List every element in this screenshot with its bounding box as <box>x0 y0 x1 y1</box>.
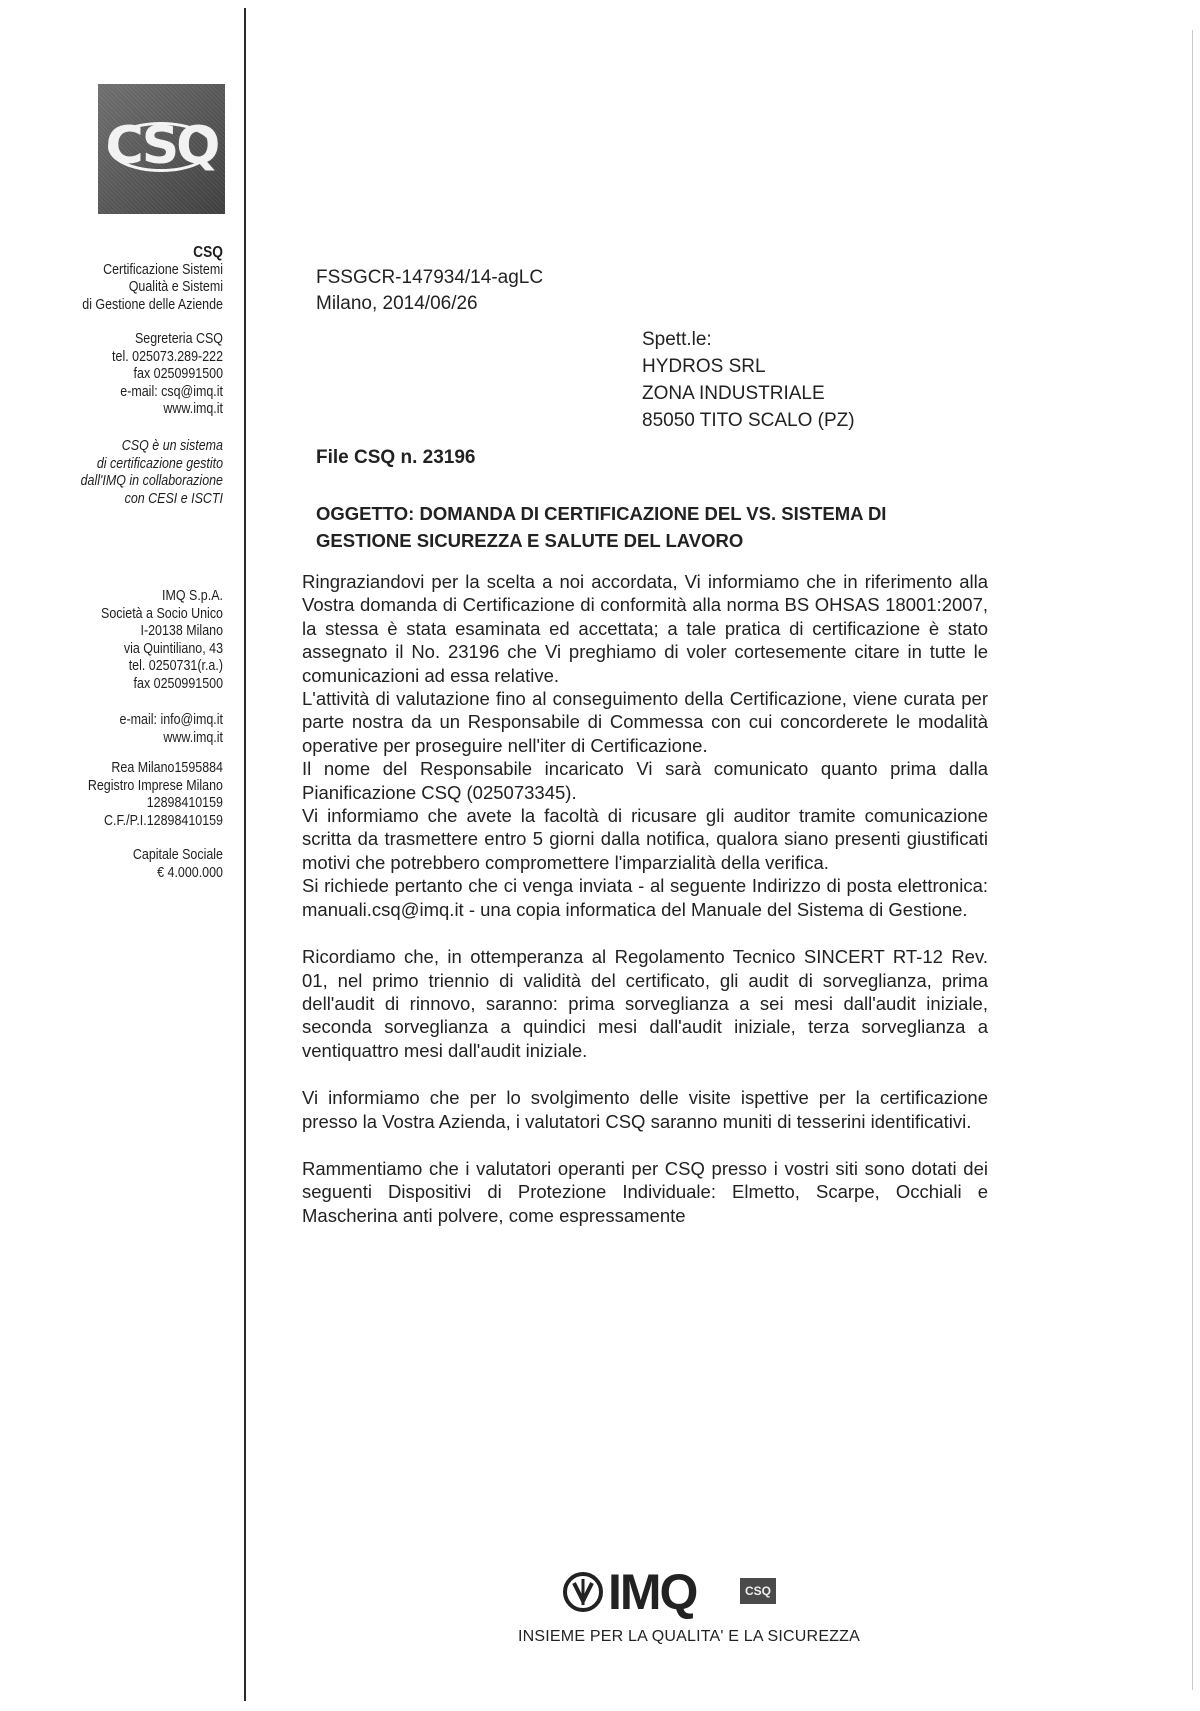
sidebar-org-line: Certificazione Sistemi <box>103 261 223 278</box>
sidebar-website: www.imq.it <box>163 401 223 417</box>
sidebar-contacts-block <box>60 712 223 747</box>
letter-reference: FSSGCR-147934/14-agLC <box>316 267 544 288</box>
csq-badge: CSQ <box>740 1578 776 1604</box>
scan-edge-line <box>1192 30 1193 1690</box>
sidebar-registry-line: Rea Milano1595884 <box>111 760 223 776</box>
sidebar-company-line: tel. 0250731(r.a.) <box>128 658 223 674</box>
sidebar-about-line: dall'IMQ in collaborazione <box>80 473 223 489</box>
body-paragraph: Si richiede pertanto che ci venga inviata - al seguente Indirizzo di posta elettronica: manuali.csq@imq.it - una copia informatica del Manuale del Sistema di Gestione. <box>302 875 988 920</box>
logo-text: CSQ <box>105 116 218 176</box>
recipient-company: HYDROS SRL <box>642 356 766 377</box>
sidebar-capital-label: Capitale Sociale <box>132 847 223 863</box>
letter-date: Milano, 2014/06/26 <box>316 293 478 314</box>
sidebar-org-line: Qualità e Sistemi <box>128 279 223 295</box>
sidebar-org-name: CSQ <box>193 244 223 261</box>
sidebar-email: e-mail: csq@imq.it <box>120 383 223 400</box>
imq-footer-logo <box>562 1566 780 1618</box>
sidebar-secretariat-line: fax 0250991500 <box>133 366 223 382</box>
letter-body <box>302 570 988 1227</box>
sidebar-registry-block <box>60 760 223 830</box>
sidebar-registry-line: 12898410159 <box>146 795 223 811</box>
sidebar-registry-line: C.F./P.I.12898410159 <box>103 812 223 829</box>
body-paragraph: Ringraziandovi per la scelta a noi accordata, Vi informiamo che in riferimento alla Vostra domanda di Certificazione di conformità alla norma BS OHSAS 18001:2007, la stessa è stata esaminata ed accettata; a tale pratica di certificazione è stato assegnato il No. 23196 che Vi preghiamo di voler cortesemente citare in tutte le comunicazioni ad essa relative. <box>302 571 988 686</box>
body-paragraph: L'attività di valutazione fino al conseguimento della Certificazione, viene curata per parte nostra da un Responsabile di Commessa con cui concorderete le modalità operative per proseguire nell'iter di Certificazione. <box>302 688 988 756</box>
sidebar-about-line: di certificazione gestito <box>96 455 223 472</box>
recipient-salutation: Spett.le: <box>642 329 712 350</box>
recipient-city: 85050 TITO SCALO (PZ) <box>642 410 855 431</box>
body-paragraph: Il nome del Responsabile incaricato Vi sarà comunicato quanto prima dalla Pianificazione CSQ (025073345). <box>302 758 988 803</box>
body-paragraph: Rammentiamo che i valutatori operanti per CSQ presso i vostri siti sono dotati dei seguenti Dispositivi di Protezione Individuale: Elmetto, Scarpe, Occhiali e Mascherina anti polvere, come espressamente <box>302 1157 988 1226</box>
sidebar-company-line: via Quintiliano, 43 <box>123 640 223 657</box>
sidebar-contact-website: www.imq.it <box>163 729 223 746</box>
file-reference: File CSQ n. 23196 <box>316 447 476 468</box>
sidebar-org-line: di Gestione delle Aziende <box>82 296 223 313</box>
sidebar-secretariat-block <box>60 331 223 419</box>
letter-subject <box>316 500 916 554</box>
sidebar-company-line: IMQ S.p.A. <box>162 588 223 604</box>
sidebar-org-block <box>60 244 223 314</box>
sidebar-capital-block <box>60 847 223 882</box>
sidebar-company-line: fax 0250991500 <box>133 675 223 692</box>
body-paragraph: Vi informiamo che avete la facoltà di ricusare gli auditor tramite comunicazione scritta da trasmettere entro 5 giorni dalla notifica, qualora siano presenti giustificati motivi che potrebbero compromettere l'imparzialità della verifica. <box>302 805 988 873</box>
recipient-block <box>642 326 855 434</box>
sidebar-about-line: CSQ è un sistema <box>121 438 223 454</box>
sidebar-registry-line: Registro Imprese Milano <box>87 777 223 794</box>
body-paragraph: Ricordiamo che, in ottemperanza al Regolamento Tecnico SINCERT RT-12 Rev. 01, nel primo triennio di validità del certificato, gli audit di sorveglianza, prima dell'audit di rinnovo, saranno: prima sorveglianza a sei mesi dall'audit iniziale, seconda sorveglianza a quindici mesi dall'audit iniziale, terza sorveglianza a ventiquattro mesi dall'audit iniziale. <box>302 946 988 1061</box>
sidebar-company-line: I-20138 Milano <box>140 623 223 639</box>
imq-emblem-icon <box>562 1571 604 1613</box>
sidebar-contact-email: e-mail: info@imq.it <box>119 712 223 728</box>
subject-line: GESTIONE SICUREZZA E SALUTE DEL LAVORO <box>316 530 744 551</box>
sidebar-capital-value: € 4.000.000 <box>157 864 223 881</box>
recipient-address: ZONA INDUSTRIALE <box>642 383 825 404</box>
footer-tagline: INSIEME PER LA QUALITA' E LA SICUREZZA <box>518 1628 861 1645</box>
csq-logo <box>98 84 225 214</box>
sidebar-about-line: con CESI e ISCTI <box>124 490 223 507</box>
subject-line: OGGETTO: DOMANDA DI CERTIFICAZIONE DEL VS. SISTEMA DI <box>316 503 887 524</box>
margin-divider <box>244 8 246 1701</box>
sidebar-about-block <box>60 438 223 508</box>
sidebar-secretariat-line: tel. 025073.289-222 <box>112 348 223 365</box>
body-paragraph: Vi informiamo che per lo svolgimento delle visite ispettive per la certificazione presso la Vostra Azienda, i valutatori CSQ saranno muniti di tesserini identificativi. <box>302 1087 988 1132</box>
imq-brand-text: IMQ <box>608 1564 697 1620</box>
sidebar-company-block <box>60 588 223 693</box>
sidebar-secretariat-line: Segreteria CSQ <box>134 331 223 347</box>
sidebar-company-line: Società a Socio Unico <box>101 605 223 622</box>
